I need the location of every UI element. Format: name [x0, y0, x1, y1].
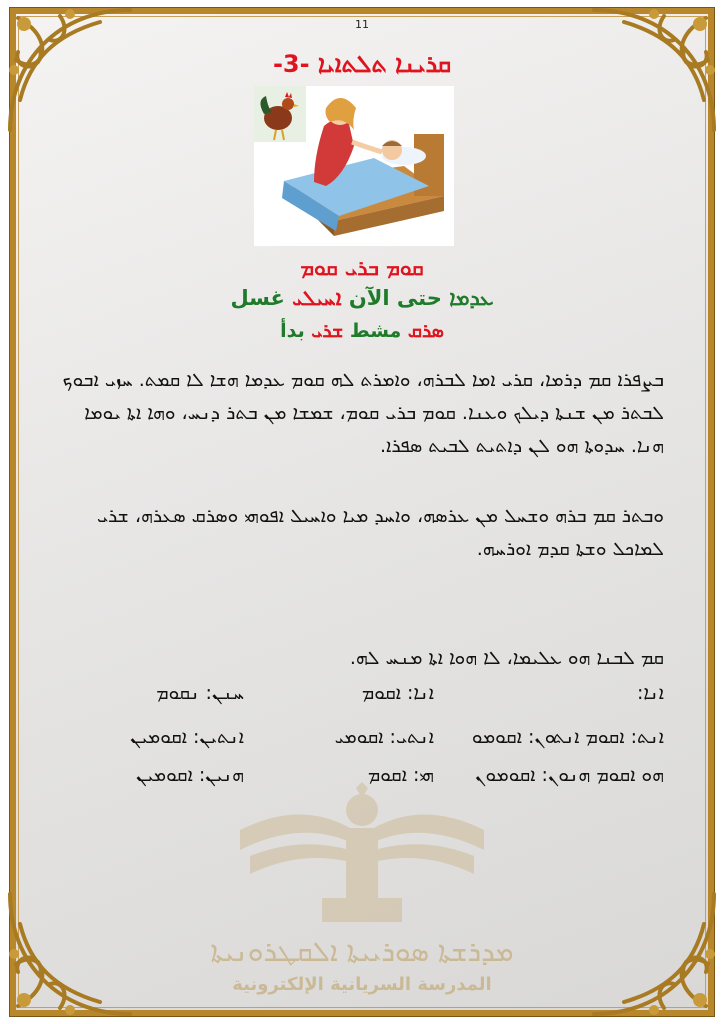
vocab-line-1 — [0, 286, 724, 311]
paragraph-1: ܒܨܦܪܐ ܩܡ ܕܪܡܐ، ܩܪܝ ܐܡܐ ܠܒܪܗ، ܘܐܡܪܬ ܠܗ ܩܘܡ ܥܕܡܐ ܗܫܐ ܠܐ ܩܡܬ. ܚܙܝ ܐܒܘܟ ܠܒܬܪ ܡܢ ܫܢܬܐ ܕܝܠܟ ܘܥܢܐ. ܩܘܡ ܒܪܝ ܩܘܡ، ܫܡܫܐ ܡܢ ܒܬܪ ܕܢܚ، ܘܗܐ ܐܬܐ ܝܘܡܐ ܗܢܐ. ܚܕܘܬܐ ܗܘ ܠܢ ܕܐܬܝܬ ܠܒܝܬ ܣܦܪܐ. — [62, 369, 664, 457]
conjugation-row-1 — [60, 682, 664, 712]
footer-school-name-arabic: المدرسة السريانية الإلكترونية — [232, 974, 492, 995]
heading-wake-up: ܩܘܡ ܒܪܝ ܩܘܡ — [300, 256, 424, 280]
vocab-syriac-comb: ܣܪܩ — [407, 320, 444, 342]
conjugation-cell: ܗܘ ܐܩܘܡ ܗܢܘܢ: ܐܩܘܡܘܢ — [475, 764, 664, 786]
page-number: 11 — [355, 18, 369, 31]
lesson-title: ܩܪܝܢܐ ܬܠܬܐܝܐ -3- — [272, 50, 452, 78]
vocab-arabic-wash: غسل — [230, 286, 285, 310]
rooster-icon — [254, 86, 306, 142]
vocab-syriac-until-now: ܥܕܡܐ — [449, 286, 494, 310]
conjugation-row-2 — [60, 726, 664, 756]
vocab-syriac-begin: ܫܪܝ — [311, 320, 344, 342]
winged-emblem-watermark — [230, 780, 494, 930]
vocab-syriac-wash: ܐܚܝܠܝ — [292, 286, 342, 310]
conjugation-cell: ܐܢܐ: — [637, 682, 664, 704]
paragraph-2: ܘܒܬܪ ܩܡ ܒܪܗ ܘܫܚܠ ܡܢ ܥܪܣܗ، ܘܐܚܕ ܡܝܐ ܘܐܚܝܠ ܐܦܘܗܝ ܘܣܪܩ ܣܥܪܗ، ܫܪܝ ܠܡܐܟܠ ܘܫܬܐ ܩܕܡ ܐܘܪܚܗ. — [96, 505, 664, 560]
conjugation-cell: ܐܢܐ: ܐܩܘܡ — [361, 682, 434, 704]
vocab-arabic-begin: بدأ — [280, 320, 305, 342]
lesson-illustration — [254, 86, 454, 246]
conjugation-cell: ܐܢܬ: ܐܩܘܡ ܐܢܬܘܢ: ܐܩܘܡܘ — [471, 726, 664, 748]
vocab-arabic-until-now: حتى الآن — [348, 286, 442, 310]
conjugation-cell: ܗܢܝܢ: ܐܩܘܡܝܢ — [136, 764, 244, 786]
paragraph-3: ܩܡ ܠܒܢܐ ܗܘ ܥܠܝܡܐ، ܠܐ ܗܘܐ ܐܬܐ ܡܢܚ ܠܗ. — [349, 647, 664, 669]
vocab-arabic-comb: مشط — [349, 320, 402, 342]
conjugation-cell: ܗܝ: ܐܩܘܡ — [367, 764, 434, 786]
conjugation-cell: ܚܢܢ: ܢܩܘܡ — [156, 682, 244, 704]
footer-school-name-syriac: ܡܕܪܫܬܐ ܣܘܪܝܝܬܐ ܐܠܩܛܪܘܢܝܬܐ — [210, 935, 514, 968]
conjugation-cell: ܐܢܬܝ: ܐܩܘܡܝ — [334, 726, 434, 748]
vocab-line-2 — [0, 320, 724, 342]
conjugation-cell: ܐܢܬܝܢ: ܐܩܘܡܝܢ — [130, 726, 244, 748]
